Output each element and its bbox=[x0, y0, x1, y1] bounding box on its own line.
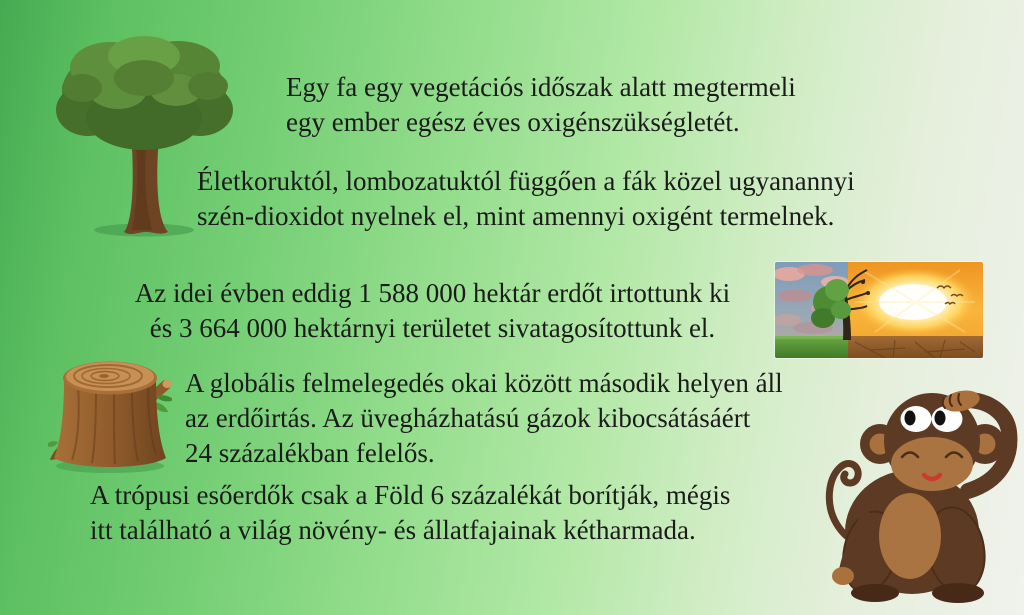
paragraph-rainforest-line-2: itt található a világ növény- és állatfajainak kétharmada. bbox=[90, 515, 696, 545]
paragraph-co2-line-2: szén-dioxidot nyelnek el, mint amennyi oxigént termelnek. bbox=[197, 201, 835, 231]
paragraph-deforestation-stats bbox=[60, 276, 805, 346]
paragraph-rainforest-line-1: A trópusi esőerdők csak a Föld 6 százalékát borítják, mégis bbox=[90, 480, 731, 510]
tree-stump-icon bbox=[48, 350, 172, 474]
paragraph-co2-line-1: Életkoruktól, lombozatuktól függően a fák közel ugyanannyi bbox=[197, 166, 855, 196]
paragraph-deforestation-stats-line-1: Az idei évben eddig 1 588 000 hektár erdőt irtottunk ki bbox=[134, 278, 731, 308]
paragraph-oxygen-line-1: Egy fa egy vegetációs időszak alatt megtermeli bbox=[286, 72, 796, 102]
paragraph-rainforest bbox=[90, 478, 730, 548]
paragraph-global-warming bbox=[185, 366, 783, 471]
paragraph-deforestation-stats-line-2: és 3 664 000 hektárnyi területet sivatagosítottunk el. bbox=[149, 313, 716, 343]
climate-change-photo bbox=[775, 262, 983, 358]
monkey-illustration-icon bbox=[820, 386, 1018, 610]
paragraph-oxygen-line-2: egy ember egész éves oxigénszükségletét. bbox=[286, 107, 740, 137]
paragraph-oxygen bbox=[286, 70, 796, 140]
paragraph-global-warming-line-2: az erdőirtás. Az üvegházhatású gázok kibocsátásáért bbox=[185, 403, 751, 433]
paragraph-global-warming-line-1: A globális felmelegedés okai között második helyen áll bbox=[185, 368, 783, 398]
paragraph-co2 bbox=[197, 164, 855, 234]
paragraph-global-warming-line-3: 24 százalékban felelős. bbox=[185, 438, 435, 468]
